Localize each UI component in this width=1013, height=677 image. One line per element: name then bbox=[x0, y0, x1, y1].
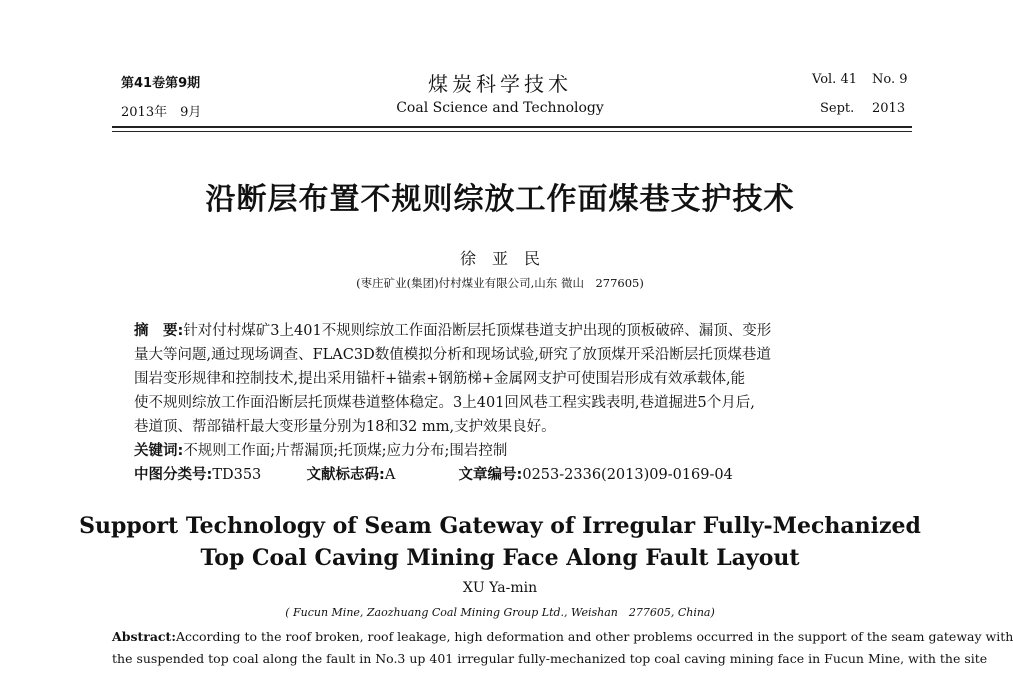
journal-title-en: Coal Science and Technology bbox=[396, 100, 604, 116]
article-title-en-line-1: Support Technology of Seam Gateway of Irregular Fully-Mechanized bbox=[79, 513, 921, 539]
article-title-en-line-2: Top Coal Caving Mining Face Along Fault Layout bbox=[200, 545, 800, 571]
abstract-cn bbox=[134, 319, 894, 487]
article-title-cn: 沿断层布置不规则综放工作面煤巷支护技术 bbox=[205, 182, 795, 217]
keywords-cn: 关键词:不规则工作面;片帮漏顶;托顶煤;应力分布;围岩控制 bbox=[134, 443, 508, 459]
abstract-en-line-2: the suspended top coal along the fault in No.3 up 401 irregular fully-mechanized top coal caving mining face in Fucun Mine, with the site bbox=[112, 651, 988, 666]
abstract-en-line-1: Abstract:According to the roof broken, roof leakage, high deformation and other problems occurred in the support of the seam gateway with bbox=[112, 629, 1013, 644]
doc-code-value: A bbox=[384, 467, 396, 483]
abstract-label-cn: 摘 要: bbox=[134, 323, 184, 339]
issue-date-cn: 2013年 9月 bbox=[121, 105, 202, 120]
issue-year-en: 2013 bbox=[872, 101, 906, 116]
header-rule-thin bbox=[112, 131, 912, 132]
abstract-label-en: Abstract: bbox=[112, 629, 176, 644]
volume-issue-cn: 第41卷第9期 bbox=[121, 76, 201, 91]
abstract-cn-line-1: 摘 要:针对付村煤矿3上401不规则综放工作面沿断层托顶煤巷道支护出现的顶板破碎、漏顶、变形 bbox=[134, 323, 772, 339]
journal-title-cn: 煤炭科学技术 bbox=[428, 72, 572, 96]
author-en: XU Ya-min bbox=[462, 580, 538, 596]
abstract-cn-line-3: 围岩变形规律和控制技术,提出采用锚杆+锚索+钢筋梯+金属网支护可使围岩形成有效承载体,能 bbox=[134, 371, 746, 387]
author-cn: 徐 亚 民 bbox=[459, 249, 540, 268]
affiliation-cn: (枣庄矿业(集团)付村煤业有限公司,山东 微山 277605) bbox=[356, 276, 644, 290]
abstract-cn-line-5: 巷道顶、帮部锚杆最大变形量分别为18和32 mm,支护效果良好。 bbox=[134, 419, 556, 435]
issue-month-en: Sept. bbox=[820, 101, 855, 116]
doc-code-label: 文献标志码: bbox=[306, 467, 385, 483]
article-no-label: 文章编号: bbox=[458, 467, 523, 483]
abstract-cn-line-2: 量大等问题,通过现场调查、FLAC3D数值模拟分析和现场试验,研究了放顶煤开采沿断层托顶煤巷道 bbox=[134, 347, 771, 363]
clc-label: 中图分类号: bbox=[134, 467, 213, 483]
volume-en: Vol. 41 bbox=[812, 72, 857, 87]
abstract-cn-line-4: 使不规则综放工作面沿断层托顶煤巷道整体稳定。3上401回风巷工程实践表明,巷道掘进5个月后, bbox=[134, 395, 755, 411]
classification-line bbox=[134, 463, 894, 487]
keywords-label-cn: 关键词: bbox=[134, 443, 184, 459]
article-no-value: 0253-2336(2013)09-0169-04 bbox=[522, 467, 733, 483]
header-rule-thick bbox=[112, 126, 912, 128]
abstract-en bbox=[112, 626, 1013, 670]
clc-value: TD353 bbox=[212, 467, 262, 483]
issue-no-en: No. 9 bbox=[872, 72, 908, 87]
affiliation-en: ( Fucun Mine, Zaozhuang Coal Mining Group Ltd., Weishan 277605, China) bbox=[285, 606, 715, 619]
